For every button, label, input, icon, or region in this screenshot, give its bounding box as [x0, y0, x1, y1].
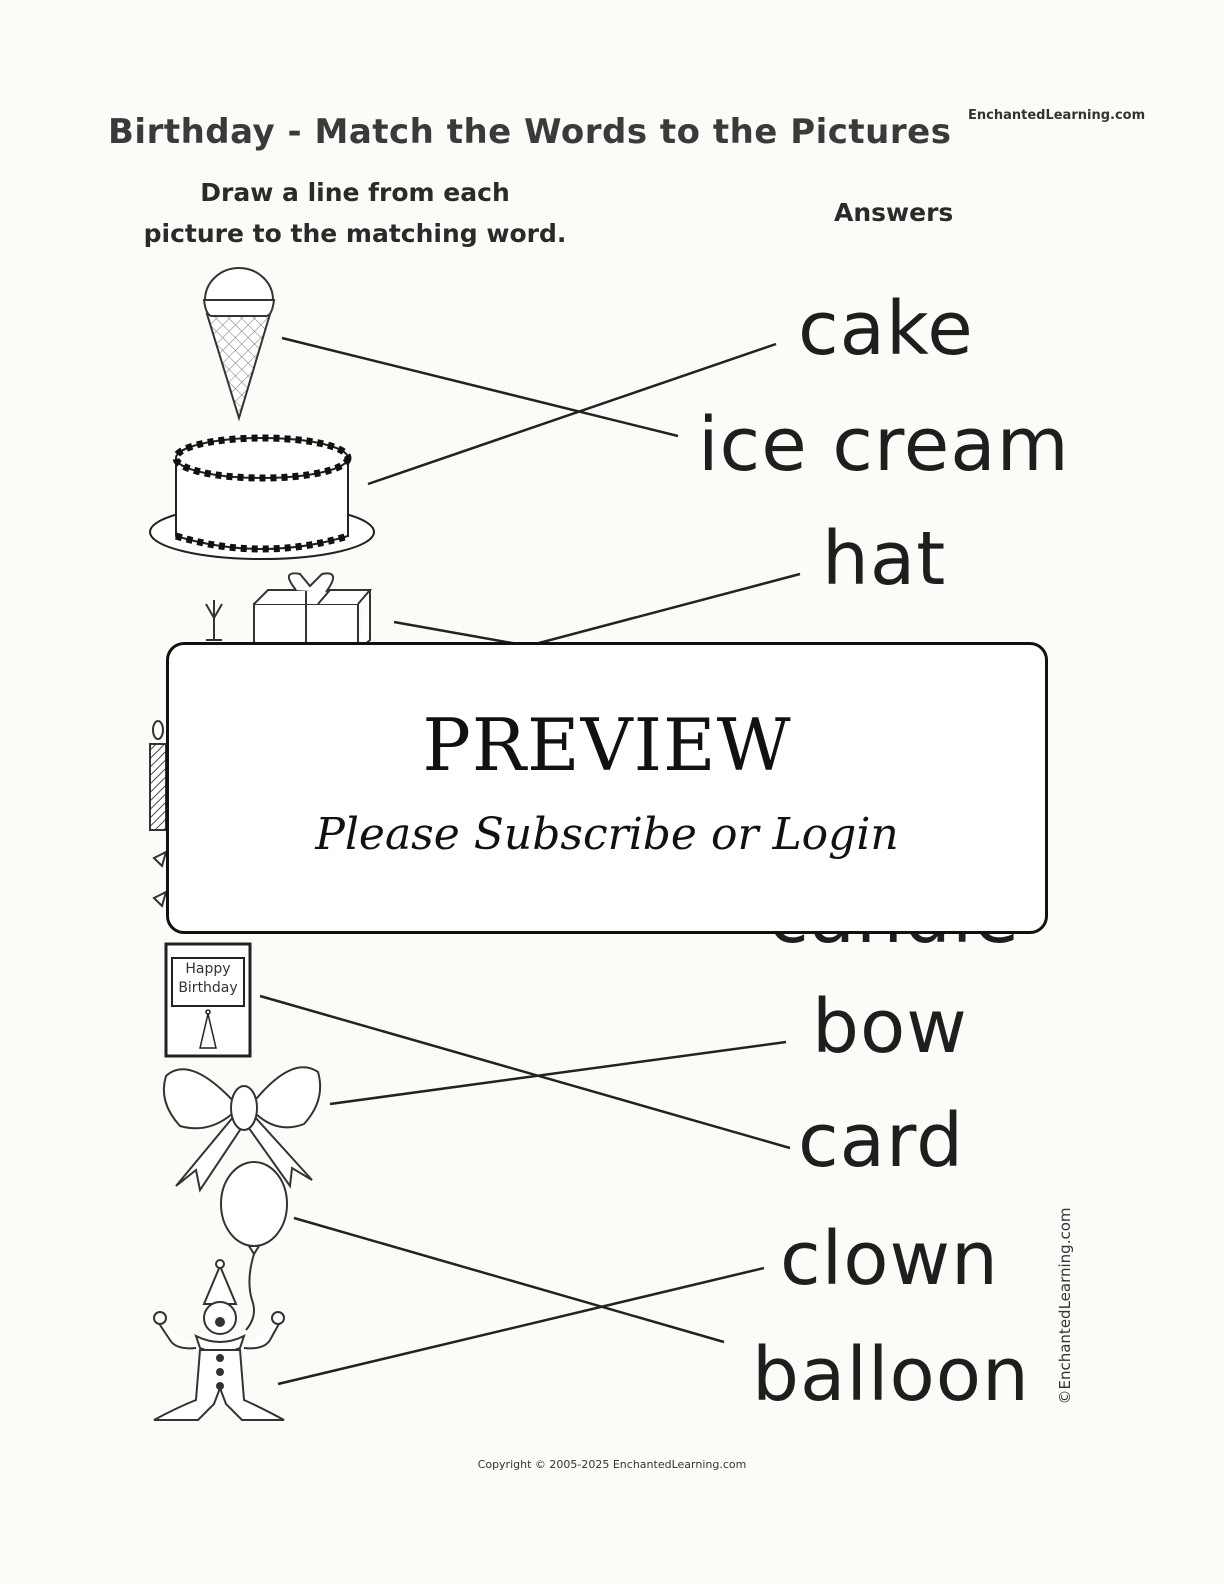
answer-line-balloon [294, 1218, 724, 1342]
page-title: Birthday - Match the Words to the Pictures [108, 112, 952, 152]
candle-picture [150, 721, 166, 830]
preview-overlay[interactable] [166, 642, 1048, 934]
answer-line-ice-cream [282, 338, 678, 436]
small-star-decorations [154, 852, 166, 906]
answer-line-hat [520, 574, 800, 648]
answer-line-cake [368, 344, 776, 484]
word-clown: clown [780, 1216, 999, 1302]
card-text-line-2: Birthday [178, 980, 238, 996]
instructions-line-2: picture to the matching word. [143, 219, 567, 248]
answer-line-clown [278, 1268, 764, 1384]
site-logo-text[interactable]: EnchantedLearning.com [968, 108, 1146, 123]
clown-picture [154, 1260, 284, 1420]
word-ice-cream: ice cream [698, 402, 1070, 488]
word-hat: hat [822, 516, 947, 602]
subscribe-or-login-link[interactable]: Please Subscribe or Login [315, 809, 899, 860]
preview-title: PREVIEW [422, 703, 792, 787]
ice-cream-picture [204, 268, 274, 418]
word-balloon: balloon [752, 1332, 1030, 1418]
vertical-credit: ©EnchantedLearning.com [1056, 1207, 1074, 1405]
cake-picture [150, 438, 374, 559]
card-text-line-1: Happy [185, 961, 231, 977]
party-blower-picture [206, 600, 222, 640]
card-picture-text [172, 960, 244, 998]
gift-box-picture [254, 573, 370, 650]
answers-label: Answers [834, 198, 954, 227]
word-bow: bow [812, 984, 968, 1070]
answer-line-card [260, 996, 790, 1148]
instructions-line-1: Draw a line from each [200, 178, 510, 207]
word-cake: cake [798, 286, 974, 372]
answer-line-bow [330, 1042, 786, 1104]
footer-copyright: Copyright © 2005-2025 EnchantedLearning.com [477, 1458, 747, 1471]
word-card: card [798, 1098, 965, 1184]
